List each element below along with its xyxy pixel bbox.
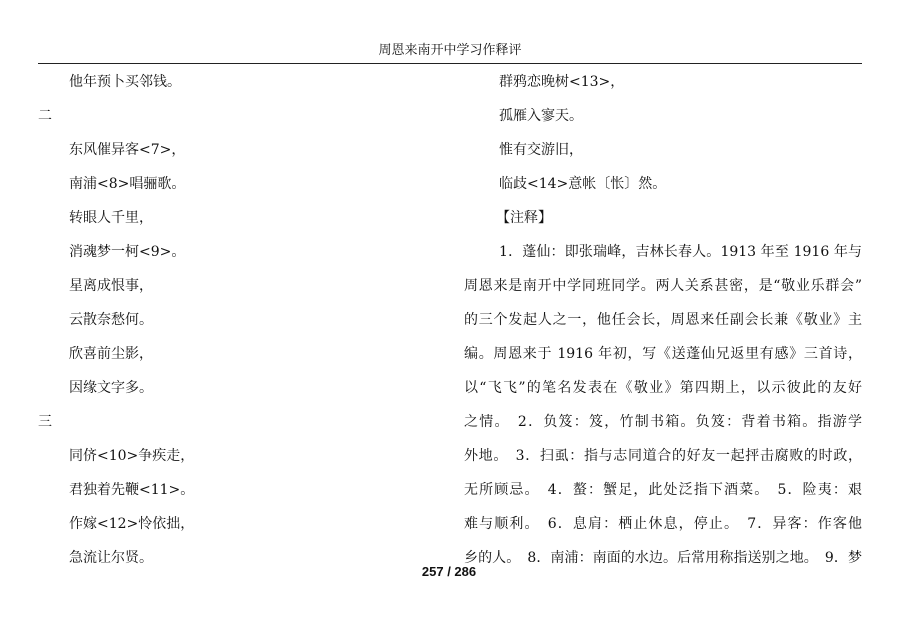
poem-line: 惟有交游旧， <box>499 142 583 158</box>
poem-section-number: 二 <box>38 108 52 124</box>
note-paragraph-line: 周恩来是南开中学同班同学。两人关系甚密，是“敬业乐群会” <box>464 278 862 294</box>
poem-line: 南浦<8>唱骊歌。 <box>69 176 186 192</box>
poem-line: 作嫁<12>怜依拙， <box>69 516 195 532</box>
note-paragraph-line: 1．蓬仙：即张瑞峰，吉林长春人。1913 年至 1916 年与 <box>499 244 862 260</box>
note-paragraph-line: 外地。 3．扫虱：指与志同道合的好友一起抨击腐败的时政， <box>464 448 862 464</box>
page-header <box>38 41 862 64</box>
poem-line: 群鸦恋晚树<13>， <box>499 74 625 90</box>
poem-line: 星离成恨事， <box>69 278 153 294</box>
poem-line: 同侪<10>争疾走， <box>69 448 195 464</box>
poem-line: 东风催异客<7>， <box>69 142 186 158</box>
poem-line: 君独着先鞭<11>。 <box>69 482 195 498</box>
poem-line: 转眼人千里， <box>69 210 153 226</box>
poem-line: 临歧<14>意帐〔怅〕然。 <box>499 176 667 192</box>
poem-line: 因缘文字多。 <box>69 380 153 396</box>
document-title: 周恩来南开中学习作释评 <box>378 43 522 58</box>
poem-line: 云散奈愁何。 <box>69 312 153 328</box>
poem-section-number: 三 <box>38 414 52 430</box>
poem-line: 孤雁入寥天。 <box>499 108 583 124</box>
poem-line: 急流让尔贤。 <box>69 550 153 566</box>
poem-line: 他年预卜买邻钱。 <box>69 74 181 90</box>
note-paragraph-line: 以“飞飞”的笔名发表在《敬业》第四期上，以示彼此的友好 <box>464 380 862 396</box>
poem-line: 消魂梦一柯<9>。 <box>69 244 186 260</box>
note-paragraph-line: 无所顾忌。 4．螯：蟹足，此处泛指下酒菜。 5．险夷：艰 <box>464 482 862 498</box>
note-paragraph-line: 编。周恩来于 1916 年初，写《送蓬仙兄返里有感》三首诗， <box>464 346 862 362</box>
page-number: 257 / 286 <box>421 564 477 579</box>
note-paragraph-line: 难与顺利。 6．息肩：栖止休息，停止。 7．异客：作客他 <box>464 516 862 532</box>
notes-heading: 【注释】 <box>496 210 552 226</box>
note-paragraph-line: 乡的人。 8．南浦：南面的水边。后常用称指送别之地。 9．梦 <box>464 550 862 566</box>
note-paragraph-line: 的三个发起人之一，他任会长，周恩来任副会长兼《敬业》主 <box>464 312 862 328</box>
poem-line: 欣喜前尘影， <box>69 346 153 362</box>
note-paragraph-line: 之情。 2．负笈：笈，竹制书箱。负笈：背着书箱。指游学 <box>464 414 862 430</box>
